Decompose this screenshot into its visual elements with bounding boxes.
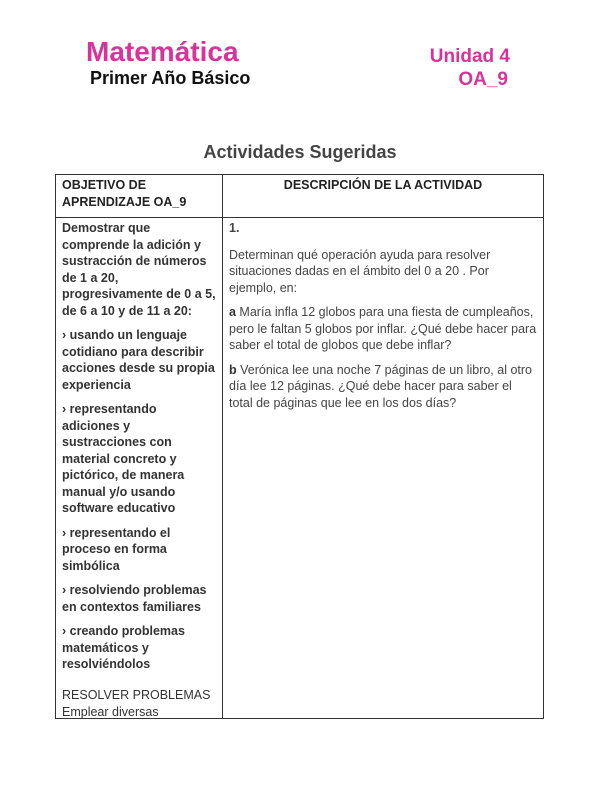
objective-intro: Demostrar que comprende la adición y sustracción de números de 1 a 20, progresivamente de 0 a 5, de 6 a 10 y de 11 a 20:	[62, 221, 216, 318]
subject-title: Matemática	[86, 36, 239, 67]
col1-header: OBJETIVO DE APRENDIZAJE OA_9	[56, 175, 223, 218]
objective-cell	[56, 218, 223, 719]
section-title: Actividades Sugeridas	[203, 142, 397, 162]
example-a	[229, 304, 537, 354]
objective-item: › creando problemas matemáticos y resolviéndolos	[62, 624, 185, 671]
skill-text: Emplear diversas	[62, 704, 159, 719]
example-letter: a	[229, 305, 236, 319]
activity-intro: Determinan qué operación ayuda para resolver situaciones dadas en el ámbito del 0 a 20 . Por ejemplo, en:	[229, 247, 491, 295]
example-text: Verónica lee una noche 7 páginas de un libro, al otro día lee 12 páginas. ¿Qué debe hacer para saber el total de páginas que lee en los dos días?	[229, 362, 532, 410]
table-header-row	[56, 175, 544, 218]
col2-header: DESCRIPCIÓN DE LA ACTIVIDAD	[223, 175, 544, 218]
objective-item: › representando el proceso en forma simbólica	[62, 525, 171, 573]
example-text: María infla 12 globos para una fiesta de cumpleaños, pero le faltan 5 globos por inflar. ¿Qué debe hacer para saber el total de globos que debe inflar?	[229, 305, 537, 352]
skill-title: RESOLVER PROBLEMAS	[62, 688, 211, 702]
objective-item: › resolviendo problemas en contextos familiares	[62, 583, 207, 614]
objective-code: OA_9	[458, 69, 508, 90]
objective-item: › usando un lenguaje cotidiano para describir acciones desde su propia experiencia	[62, 328, 215, 392]
activity-number: 1.	[229, 221, 240, 235]
table-row	[56, 218, 544, 719]
objective-item: › representando adiciones y sustracciones con material concreto y pictórico, de manera manual y/o usando software educativo	[62, 402, 185, 515]
grade-subtitle: Primer Año Básico	[90, 68, 251, 88]
activity-cell	[223, 218, 544, 719]
example-b	[229, 362, 537, 412]
activities-table	[55, 174, 544, 719]
example-letter: b	[229, 362, 237, 377]
unit-label: Unidad 4	[429, 46, 510, 67]
